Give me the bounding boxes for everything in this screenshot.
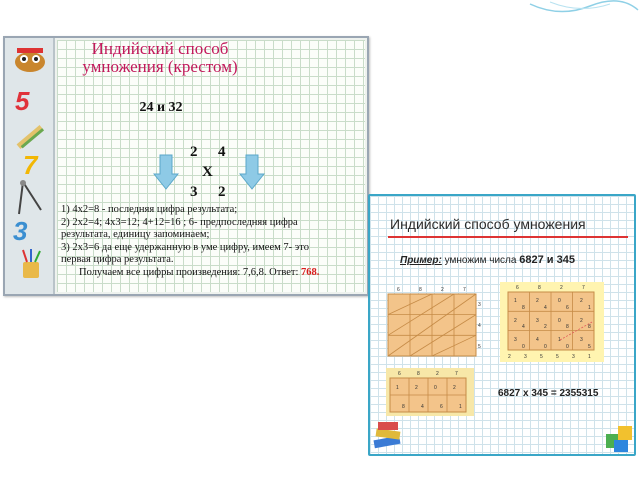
title-underline bbox=[388, 236, 628, 238]
svg-text:1: 1 bbox=[588, 354, 591, 360]
numbers-subtitle: 24 и 32 bbox=[139, 100, 183, 115]
number-five-glyph: 5 bbox=[15, 86, 30, 116]
svg-text:2: 2 bbox=[536, 298, 539, 304]
example-label: Пример: bbox=[400, 255, 442, 266]
svg-text:6: 6 bbox=[516, 285, 519, 291]
svg-text:3: 3 bbox=[514, 337, 517, 343]
svg-text:2: 2 bbox=[436, 371, 439, 377]
step-line: 3) 2x3=6 да еще удержанную в уме цифру, имеем 7- это bbox=[61, 241, 309, 253]
svg-text:3: 3 bbox=[580, 337, 583, 343]
lattice-small-grid bbox=[384, 368, 476, 418]
svg-text:1: 1 bbox=[514, 298, 517, 304]
svg-text:6: 6 bbox=[566, 305, 569, 311]
number-seven-glyph: 7 bbox=[23, 150, 38, 180]
pencil-ruler-icon bbox=[13, 120, 47, 154]
svg-text:8: 8 bbox=[419, 287, 422, 293]
corner-swirl-decoration bbox=[520, 0, 640, 24]
compass-icon bbox=[15, 180, 45, 216]
lattice-filled-grid bbox=[500, 282, 604, 362]
svg-text:6: 6 bbox=[440, 404, 443, 410]
svg-text:0: 0 bbox=[522, 344, 525, 350]
title-line-2: умножения (крестом) bbox=[82, 57, 238, 76]
svg-text:4: 4 bbox=[478, 323, 481, 329]
svg-text:2: 2 bbox=[580, 318, 583, 324]
owl-mascot-icon bbox=[11, 46, 49, 74]
svg-text:1: 1 bbox=[396, 385, 399, 391]
left-slide-cross-method bbox=[3, 36, 369, 296]
svg-text:3: 3 bbox=[536, 318, 539, 324]
svg-text:8: 8 bbox=[566, 324, 569, 330]
svg-text:0: 0 bbox=[558, 298, 561, 304]
solution-steps bbox=[61, 204, 367, 280]
svg-text:5: 5 bbox=[540, 354, 543, 360]
svg-text:3: 3 bbox=[478, 302, 481, 308]
left-slide-title bbox=[65, 40, 255, 76]
svg-text:7: 7 bbox=[463, 287, 466, 293]
down-arrow-icon-right bbox=[239, 154, 265, 190]
final-text: Получаем все цифры произведения: 7,6,8. Ответ: bbox=[79, 266, 302, 278]
svg-text:7: 7 bbox=[582, 285, 585, 291]
digit-top-right: 4 bbox=[218, 144, 226, 160]
number-three-glyph: 3 bbox=[13, 216, 28, 246]
svg-text:4: 4 bbox=[536, 337, 539, 343]
svg-text:4: 4 bbox=[522, 324, 525, 330]
right-slide-lattice-method bbox=[368, 194, 636, 456]
digit-bottom-left: 3 bbox=[190, 184, 198, 200]
cross-symbol: X bbox=[202, 164, 213, 180]
book-stack-icon bbox=[372, 420, 404, 454]
title-line-1: Индийский способ bbox=[91, 39, 229, 58]
final-answer-line bbox=[61, 267, 367, 280]
pencil-cup-icon bbox=[15, 248, 47, 280]
svg-text:8: 8 bbox=[402, 404, 405, 410]
svg-text:5: 5 bbox=[588, 344, 591, 350]
svg-text:3: 3 bbox=[572, 354, 575, 360]
svg-text:1: 1 bbox=[558, 337, 561, 343]
svg-text:6: 6 bbox=[398, 371, 401, 377]
svg-text:2: 2 bbox=[453, 385, 456, 391]
lattice-empty-grid bbox=[384, 284, 484, 360]
svg-text:0: 0 bbox=[558, 318, 561, 324]
svg-text:8: 8 bbox=[417, 371, 420, 377]
svg-text:5: 5 bbox=[556, 354, 559, 360]
svg-text:5: 5 bbox=[478, 344, 481, 350]
svg-text:8: 8 bbox=[538, 285, 541, 291]
svg-text:8: 8 bbox=[588, 324, 591, 330]
svg-text:4: 4 bbox=[421, 404, 424, 410]
step-line: первая цифра результата. bbox=[61, 254, 174, 266]
decorative-sidebar bbox=[5, 38, 55, 294]
digit-top-left: 2 bbox=[190, 144, 198, 160]
svg-text:0: 0 bbox=[566, 344, 569, 350]
svg-text:7: 7 bbox=[455, 371, 458, 377]
step-line: 2) 2x2=4; 4x3=12; 4+12=16 ; 6- предпоследняя цифра bbox=[61, 216, 298, 228]
svg-text:2: 2 bbox=[560, 285, 563, 291]
svg-text:0: 0 bbox=[434, 385, 437, 391]
svg-text:4: 4 bbox=[544, 305, 547, 311]
example-statement bbox=[400, 254, 575, 266]
svg-text:2: 2 bbox=[508, 354, 511, 360]
svg-text:2: 2 bbox=[441, 287, 444, 293]
svg-text:2: 2 bbox=[415, 385, 418, 391]
svg-text:2: 2 bbox=[514, 318, 517, 324]
final-answer-value: 768. bbox=[301, 266, 320, 278]
svg-text:1: 1 bbox=[588, 305, 591, 311]
right-slide-title: Индийский способ умножения bbox=[390, 216, 586, 232]
svg-text:3: 3 bbox=[524, 354, 527, 360]
digit-bottom-right: 2 bbox=[218, 184, 226, 200]
example-numbers: 6827 и 345 bbox=[519, 254, 575, 266]
step-line: 1) 4x2=8 - последняя цифра результата; bbox=[61, 204, 238, 215]
svg-text:0: 0 bbox=[544, 344, 547, 350]
step-line: результата, единицу запоминаем; bbox=[61, 229, 210, 241]
svg-text:6: 6 bbox=[397, 287, 400, 293]
svg-text:1: 1 bbox=[459, 404, 462, 410]
down-arrow-icon-left bbox=[153, 154, 179, 190]
abc-blocks-icon bbox=[604, 420, 636, 454]
svg-text:2: 2 bbox=[580, 298, 583, 304]
svg-text:2: 2 bbox=[544, 324, 547, 330]
example-text: умножим числа bbox=[441, 255, 520, 266]
svg-text:8: 8 bbox=[522, 305, 525, 311]
multiplication-result: 6827 х 345 = 2355315 bbox=[498, 388, 599, 399]
